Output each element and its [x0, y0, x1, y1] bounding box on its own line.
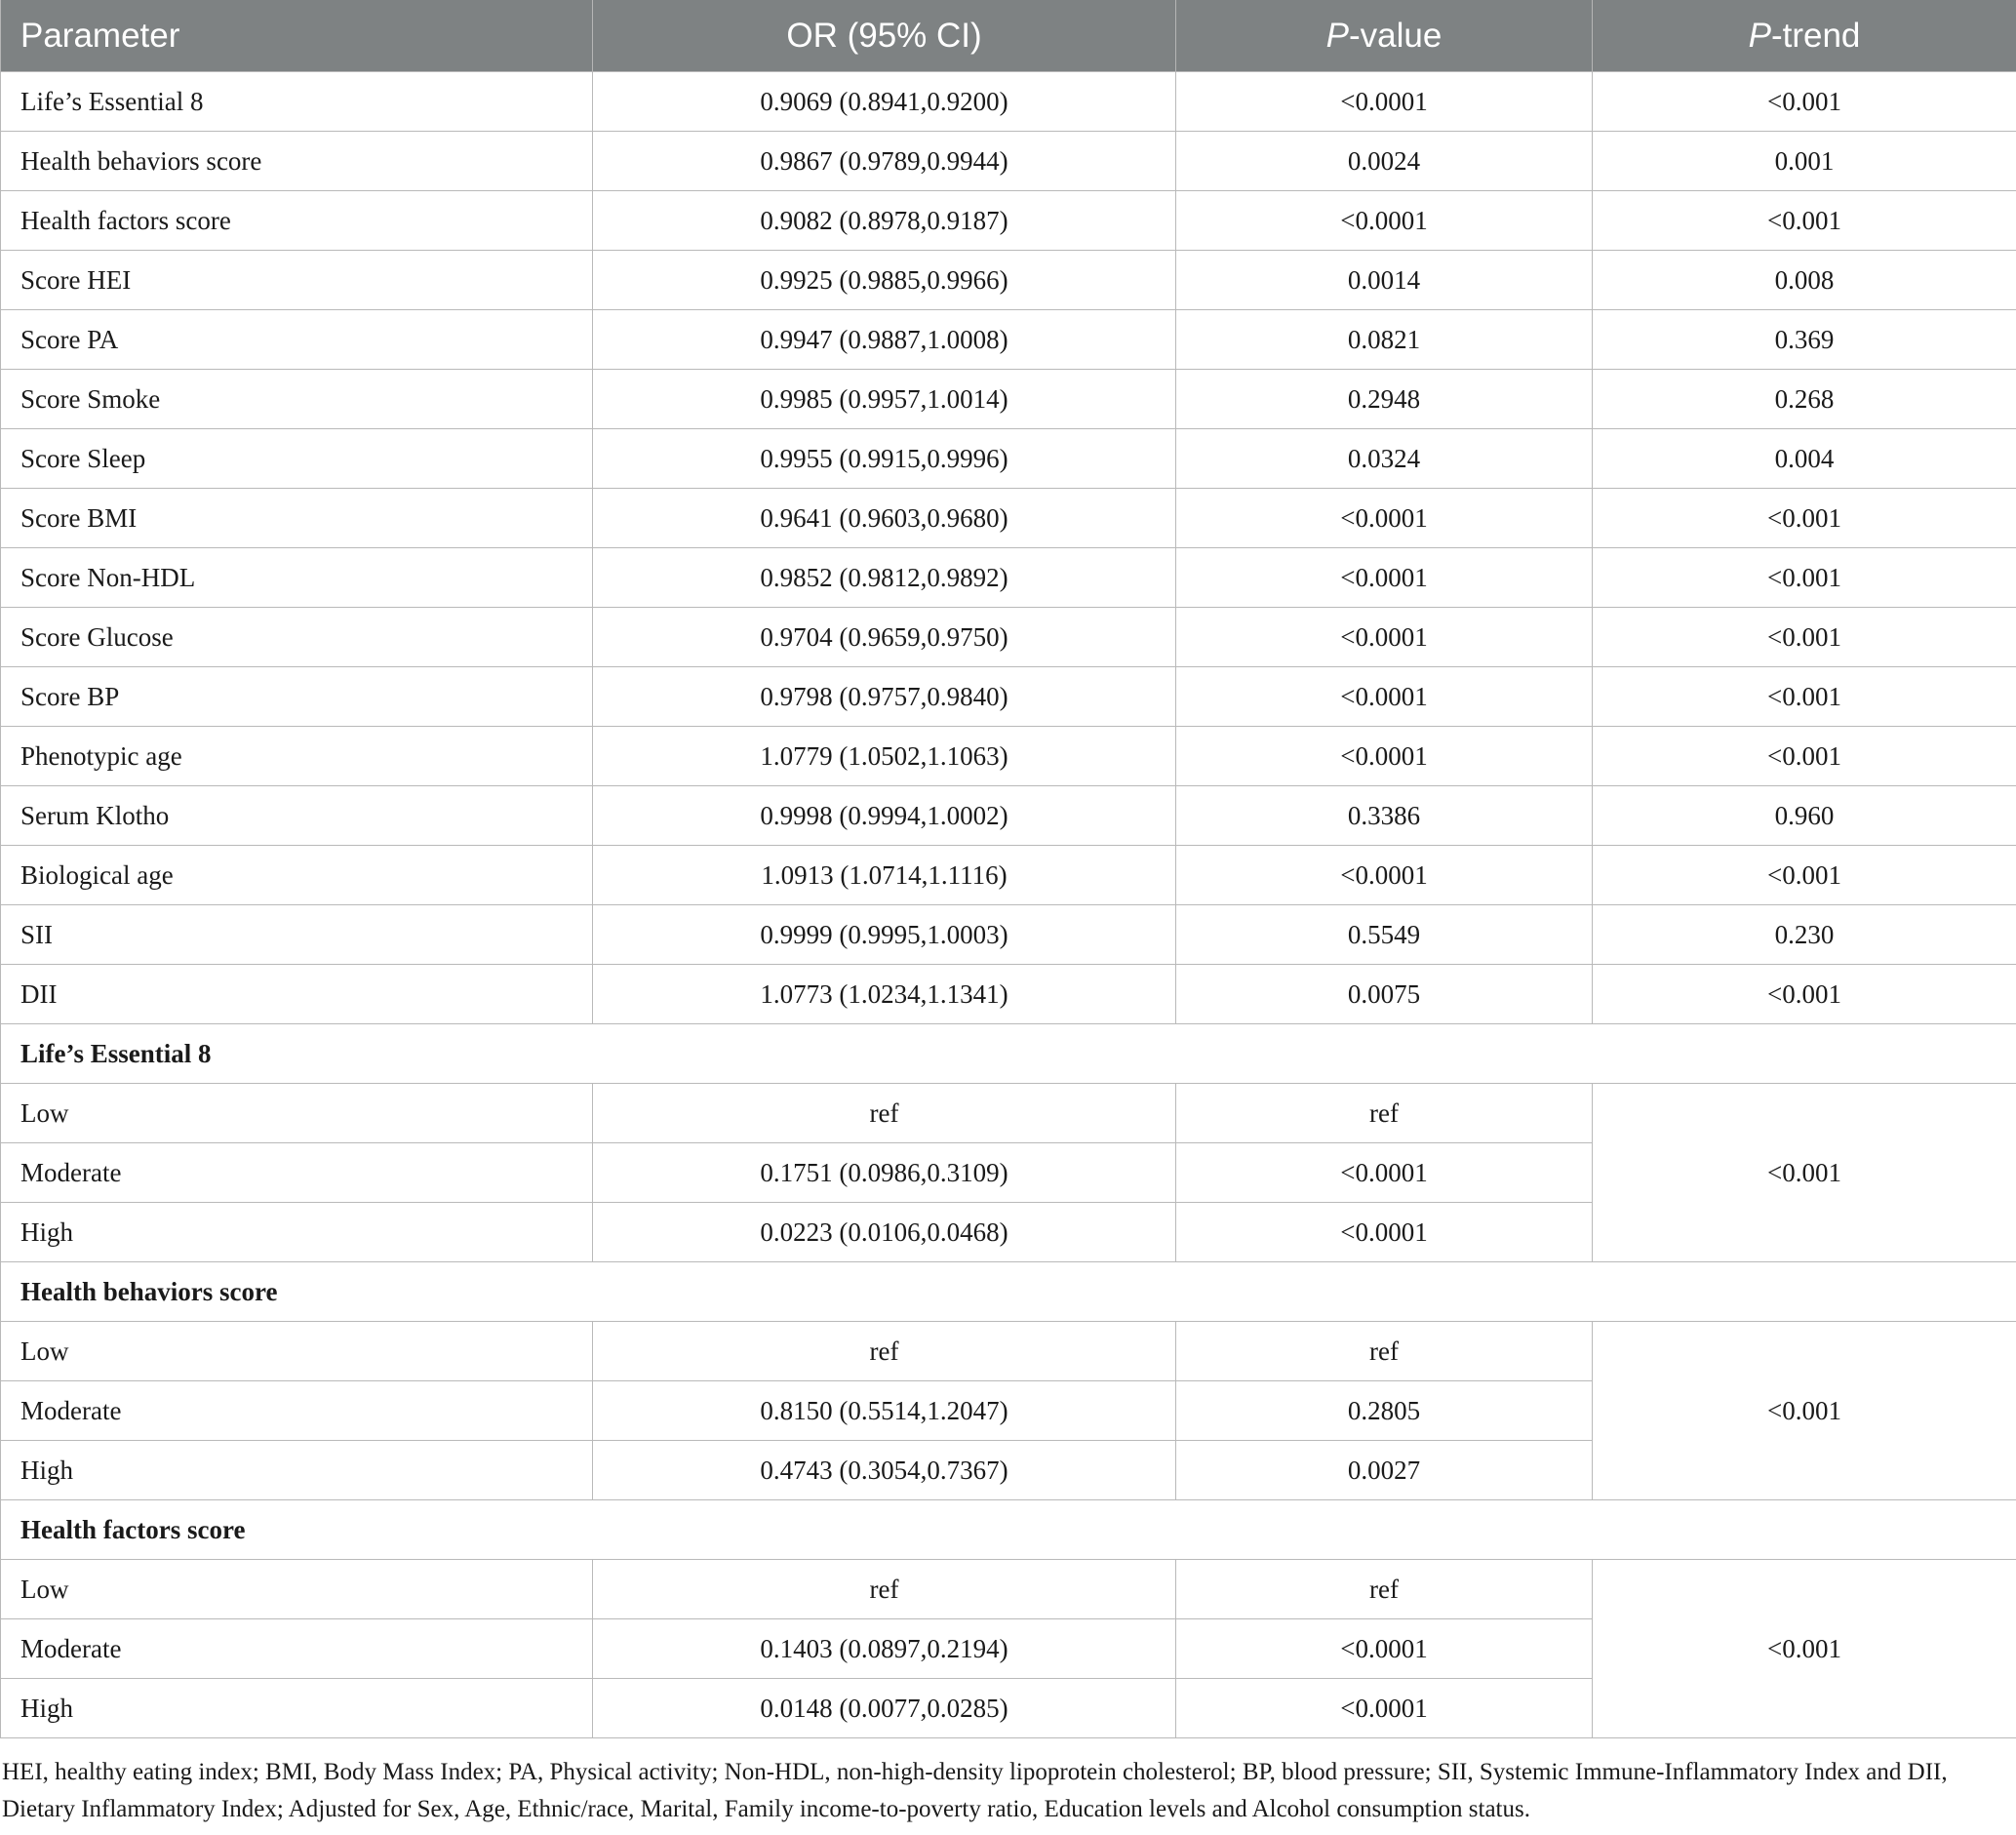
p-value-cell: <0.0001: [1176, 191, 1593, 251]
p-value-cell: 0.2948: [1176, 370, 1593, 429]
parameter-cell: Score BMI: [1, 489, 593, 548]
header-or-ci: OR (95% CI): [593, 0, 1176, 72]
or-ci-cell: 0.9798 (0.9757,0.9840): [593, 667, 1176, 727]
parameter-cell: Score PA: [1, 310, 593, 370]
parameter-cell: Score Sleep: [1, 429, 593, 489]
section-title: Life’s Essential 8: [1, 1024, 2016, 1084]
or-ci-cell: 0.9925 (0.9885,0.9966): [593, 251, 1176, 310]
or-ci-cell: 0.1751 (0.0986,0.3109): [593, 1143, 1176, 1203]
p-trend-cell: 0.004: [1593, 429, 2016, 489]
p-value-cell: 0.0024: [1176, 132, 1593, 191]
p-value-cell: ref: [1176, 1560, 1593, 1619]
or-ci-cell: 0.9955 (0.9915,0.9996): [593, 429, 1176, 489]
or-ci-cell: 0.0148 (0.0077,0.0285): [593, 1679, 1176, 1738]
or-ci-cell: 0.9998 (0.9994,1.0002): [593, 786, 1176, 846]
header-p-value-rest: -value: [1349, 16, 1443, 55]
parameter-cell: Score Glucose: [1, 608, 593, 667]
header-p-value-italic: P: [1325, 16, 1350, 55]
p-trend-cell: 0.268: [1593, 370, 2016, 429]
parameter-cell: DII: [1, 965, 593, 1024]
p-value-cell: <0.0001: [1176, 489, 1593, 548]
p-value-cell: 0.0014: [1176, 251, 1593, 310]
parameter-cell: Moderate: [1, 1619, 593, 1679]
p-value-cell: <0.0001: [1176, 727, 1593, 786]
parameter-cell: Score Non-HDL: [1, 548, 593, 608]
table-row: [1, 132, 2016, 191]
table-row: [1, 905, 2016, 965]
parameter-cell: Low: [1, 1322, 593, 1381]
p-trend-cell: 0.008: [1593, 251, 2016, 310]
p-trend-cell: <0.001: [1593, 1322, 2016, 1500]
or-ci-cell: 0.9852 (0.9812,0.9892): [593, 548, 1176, 608]
p-trend-cell: 0.001: [1593, 132, 2016, 191]
p-trend-cell: <0.001: [1593, 965, 2016, 1024]
section-header-row: [1, 1262, 2016, 1322]
header-parameter: Parameter: [1, 0, 593, 72]
p-value-cell: 0.3386: [1176, 786, 1593, 846]
or-ci-cell: 0.9704 (0.9659,0.9750): [593, 608, 1176, 667]
p-trend-cell: <0.001: [1593, 1084, 2016, 1262]
p-trend-cell: <0.001: [1593, 489, 2016, 548]
p-value-cell: <0.0001: [1176, 846, 1593, 905]
parameter-cell: High: [1, 1203, 593, 1262]
p-value-cell: <0.0001: [1176, 1679, 1593, 1738]
p-trend-cell: <0.001: [1593, 608, 2016, 667]
or-ci-cell: ref: [593, 1560, 1176, 1619]
p-trend-cell: <0.001: [1593, 548, 2016, 608]
section-title: Health factors score: [1, 1500, 2016, 1560]
table-row: [1, 965, 2016, 1024]
table-row: [1, 1560, 2016, 1619]
p-value-cell: ref: [1176, 1084, 1593, 1143]
p-value-cell: 0.0821: [1176, 310, 1593, 370]
p-value-cell: 0.0075: [1176, 965, 1593, 1024]
table-row: [1, 489, 2016, 548]
table-row: [1, 548, 2016, 608]
or-ci-cell: ref: [593, 1322, 1176, 1381]
p-value-cell: 0.0027: [1176, 1441, 1593, 1500]
or-ci-cell: 0.8150 (0.5514,1.2047): [593, 1381, 1176, 1441]
section-header-row: [1, 1024, 2016, 1084]
p-trend-cell: 0.369: [1593, 310, 2016, 370]
parameter-cell: Phenotypic age: [1, 727, 593, 786]
p-trend-cell: <0.001: [1593, 1560, 2016, 1738]
header-p-trend-italic: P: [1748, 16, 1771, 55]
or-ci-cell: 0.9082 (0.8978,0.9187): [593, 191, 1176, 251]
parameter-cell: High: [1, 1441, 593, 1500]
table-row: [1, 191, 2016, 251]
parameter-cell: Biological age: [1, 846, 593, 905]
p-value-cell: 0.0324: [1176, 429, 1593, 489]
parameter-cell: Low: [1, 1084, 593, 1143]
or-ci-cell: 0.9985 (0.9957,1.0014): [593, 370, 1176, 429]
table-body: [1, 72, 2016, 1738]
header-p-value: [1176, 0, 1593, 72]
table-row: [1, 608, 2016, 667]
p-value-cell: <0.0001: [1176, 608, 1593, 667]
table-row: [1, 727, 2016, 786]
table-row: [1, 1322, 2016, 1381]
table-row: [1, 786, 2016, 846]
p-value-cell: 0.5549: [1176, 905, 1593, 965]
or-ci-cell: 1.0779 (1.0502,1.1063): [593, 727, 1176, 786]
table-row: [1, 310, 2016, 370]
table-row: [1, 667, 2016, 727]
table-row: [1, 1084, 2016, 1143]
or-ci-cell: 0.9999 (0.9995,1.0003): [593, 905, 1176, 965]
table-row: [1, 846, 2016, 905]
p-trend-cell: 0.230: [1593, 905, 2016, 965]
parameter-cell: Score HEI: [1, 251, 593, 310]
parameter-cell: SII: [1, 905, 593, 965]
table-row: [1, 251, 2016, 310]
table-footnote: HEI, healthy eating index; BMI, Body Mass Index; PA, Physical activity; Non-HDL, non-high-density lipoprotein cholesterol; BP, blood pressure; SII, Systemic Immune-Inflammatory Index and DII, Dietary Inflammatory Index; Adjusted for Sex, Age, Ethnic/race, Marital, Family income-to-poverty ratio, Education levels and Alcohol consumption status.: [2, 1759, 1948, 1822]
parameter-cell: Low: [1, 1560, 593, 1619]
or-ci-cell: 0.9641 (0.9603,0.9680): [593, 489, 1176, 548]
table-row: [1, 429, 2016, 489]
parameter-cell: Moderate: [1, 1143, 593, 1203]
p-value-cell: <0.0001: [1176, 548, 1593, 608]
p-trend-cell: <0.001: [1593, 191, 2016, 251]
p-value-cell: <0.0001: [1176, 1143, 1593, 1203]
p-value-cell: 0.2805: [1176, 1381, 1593, 1441]
p-trend-cell: 0.960: [1593, 786, 2016, 846]
p-value-cell: <0.0001: [1176, 667, 1593, 727]
parameter-cell: Serum Klotho: [1, 786, 593, 846]
p-trend-cell: <0.001: [1593, 727, 2016, 786]
or-ci-cell: 0.1403 (0.0897,0.2194): [593, 1619, 1176, 1679]
p-value-cell: ref: [1176, 1322, 1593, 1381]
p-trend-cell: <0.001: [1593, 667, 2016, 727]
header-row: [1, 0, 2016, 72]
parameter-cell: Score Smoke: [1, 370, 593, 429]
parameter-cell: Score BP: [1, 667, 593, 727]
header-p-trend: [1593, 0, 2016, 72]
parameter-cell: Moderate: [1, 1381, 593, 1441]
p-value-cell: <0.0001: [1176, 1619, 1593, 1679]
or-ci-cell: 0.0223 (0.0106,0.0468): [593, 1203, 1176, 1262]
parameter-cell: Health behaviors score: [1, 132, 593, 191]
parameter-cell: High: [1, 1679, 593, 1738]
or-ci-cell: 1.0773 (1.0234,1.1341): [593, 965, 1176, 1024]
table-row: [1, 72, 2016, 132]
p-trend-cell: <0.001: [1593, 72, 2016, 132]
parameter-cell: Life’s Essential 8: [1, 72, 593, 132]
section-title: Health behaviors score: [1, 1262, 2016, 1322]
p-value-cell: <0.0001: [1176, 1203, 1593, 1262]
or-ci-cell: ref: [593, 1084, 1176, 1143]
p-trend-cell: <0.001: [1593, 846, 2016, 905]
table-row: [1, 370, 2016, 429]
or-ci-cell: 0.9947 (0.9887,1.0008): [593, 310, 1176, 370]
or-ci-cell: 0.4743 (0.3054,0.7367): [593, 1441, 1176, 1500]
or-ci-cell: 0.9069 (0.8941,0.9200): [593, 72, 1176, 132]
or-ci-cell: 1.0913 (1.0714,1.1116): [593, 846, 1176, 905]
parameter-cell: Health factors score: [1, 191, 593, 251]
section-header-row: [1, 1500, 2016, 1560]
header-p-trend-rest: -trend: [1770, 16, 1861, 55]
or-ci-cell: 0.9867 (0.9789,0.9944): [593, 132, 1176, 191]
p-value-cell: <0.0001: [1176, 72, 1593, 132]
